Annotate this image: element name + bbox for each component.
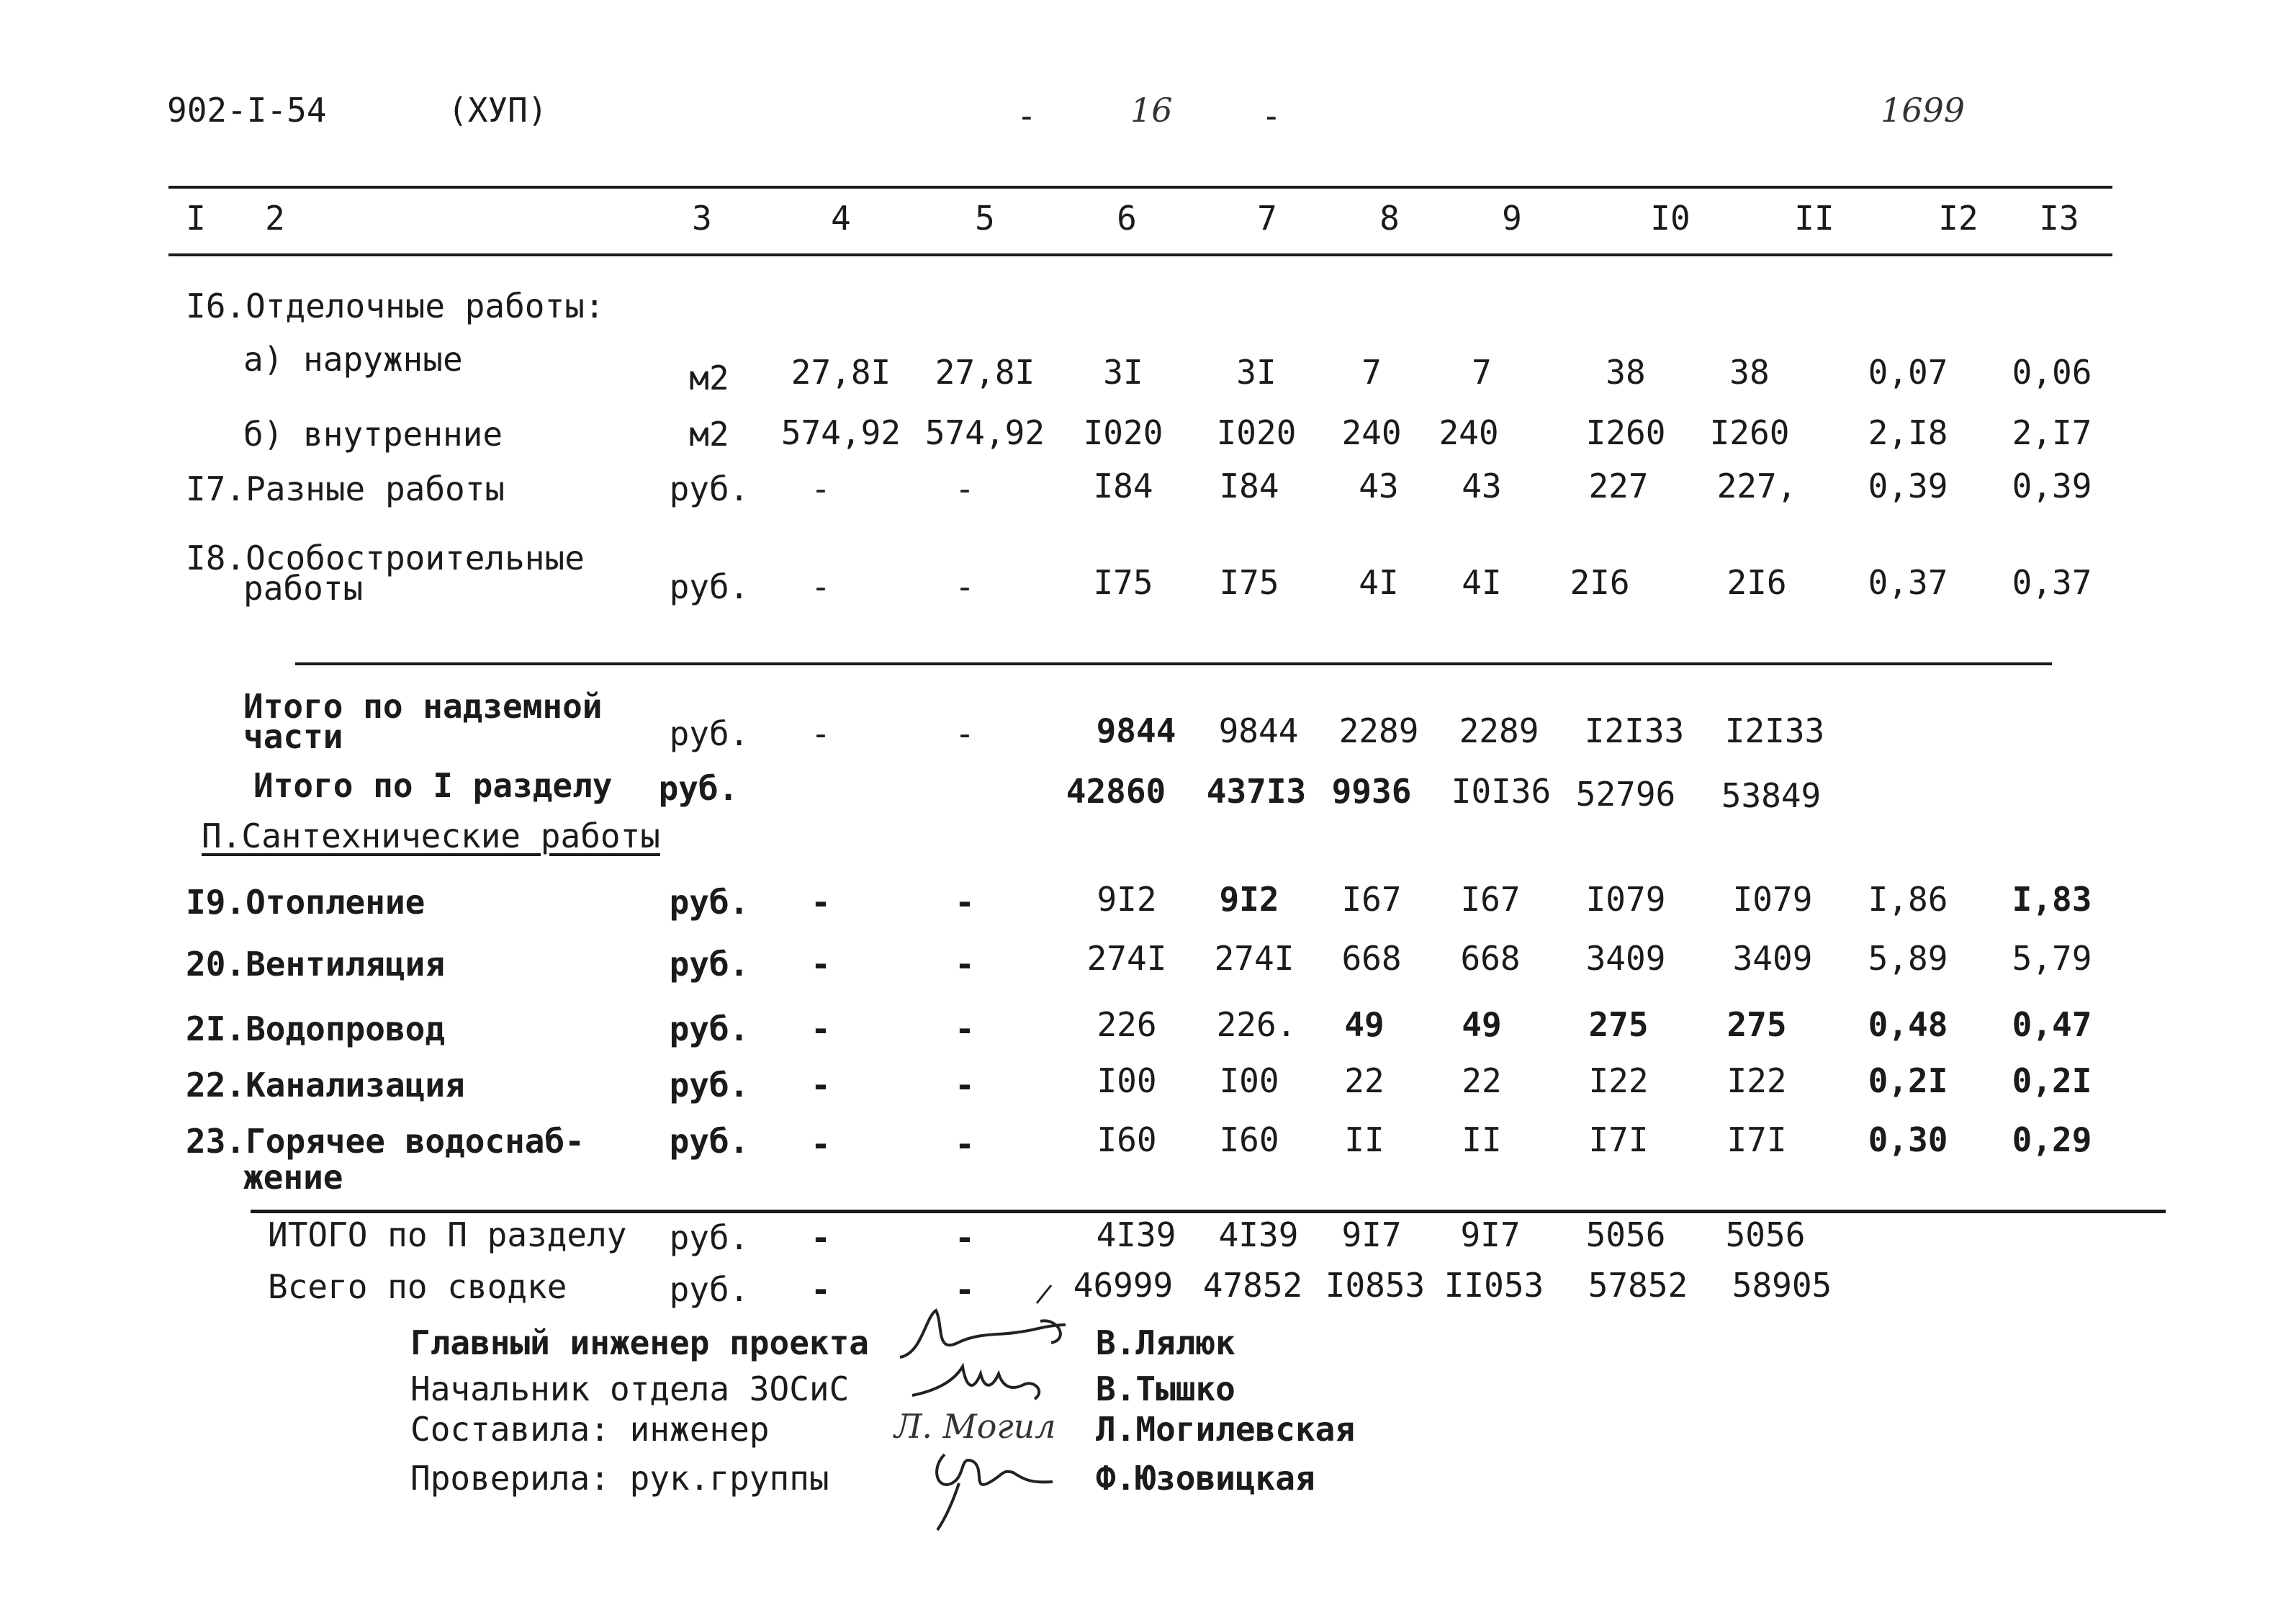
cell-c10: I2I33 [1584,711,1685,750]
section-2-total-rule [251,1210,2166,1213]
cell-c10: 275 [1588,1005,1649,1044]
cell-c6: 226 [1097,1005,1157,1044]
col-number-4: 4 [831,199,851,238]
cell-c11: I079 [1732,880,1813,919]
cell-c11: 38 [1729,353,1770,392]
cell-c6: 4I39 [1096,1215,1176,1254]
cell-c13: 0,06 [2012,353,2092,392]
sheet-number: 1699 [1881,91,1966,130]
cell-c4: 574,92 [780,413,901,452]
cell-c6: I020 [1083,413,1163,452]
cell-c11: I2I33 [1724,711,1825,750]
cell-c7: 437I3 [1206,772,1307,811]
cell-c10: I260 [1585,413,1666,452]
cell-c8: II [1344,1120,1385,1159]
col-number-11: II [1794,199,1834,238]
signature-role: Составила: инженер [410,1410,770,1449]
signature-handwriting: Л. Могил [894,1407,1056,1446]
row-unit: руб. [669,714,749,753]
cell-c9: I67 [1460,880,1521,919]
cell-c10: 38 [1606,353,1646,392]
cell-c10: 227 [1588,467,1649,505]
cell-c4: - [811,945,831,984]
col-number-6: 6 [1117,199,1137,238]
cell-c9: II [1462,1120,1502,1159]
cell-c10: 2I6 [1570,563,1630,602]
cell-c8: 240 [1341,413,1402,452]
row-name: б) внутренние [243,415,503,454]
cell-c7: 226. [1216,1005,1297,1044]
cell-c10: 52796 [1575,775,1676,814]
volume-number: (ХУП) [448,91,548,130]
cell-c12: 0,39 [1868,467,1948,505]
table-top-rule [168,186,2112,189]
cell-c13: 0,29 [2012,1120,2092,1159]
cell-c13: 2,I7 [2012,413,2092,452]
signature-name: В.Тышко [1096,1369,1235,1408]
col-number-9: 9 [1502,199,1522,238]
cell-c6: 42860 [1066,772,1166,811]
cell-c6: I84 [1093,467,1153,505]
row-name: а) наружные [243,340,463,379]
row-unit: руб. [669,1009,749,1048]
cell-c7: 4I39 [1218,1215,1299,1254]
cell-c6: I75 [1093,563,1153,602]
cell-c9: 49 [1462,1005,1502,1044]
cell-c11: 5056 [1725,1215,1806,1254]
cell-c11: I260 [1709,413,1790,452]
cell-c5: - [955,1066,975,1105]
row-name-line1: 23.Горячее водоснаб- [186,1122,585,1161]
cell-c12: 0,48 [1868,1005,1948,1044]
row-unit: м2 [689,415,729,454]
row-unit: руб. [669,1066,749,1105]
col-number-10: I0 [1650,199,1691,238]
cell-c9: I0I36 [1451,772,1552,811]
cell-c7: 47852 [1202,1266,1303,1305]
cell-c12: 5,89 [1868,939,1948,978]
cell-c5: - [955,469,975,508]
col-number-5: 5 [975,199,995,238]
cell-c8: 668 [1341,939,1402,978]
row-unit: руб. [669,1218,749,1257]
cell-c8: 43 [1359,467,1399,505]
cell-c4: - [811,469,831,508]
cell-c7: 274I [1214,939,1295,978]
cell-c11: I7I [1726,1120,1787,1159]
signature-role: Проверила: рук.группы [410,1459,829,1498]
cell-c5: - [955,1218,975,1257]
row-unit: руб. [669,469,749,508]
cell-c13: 0,39 [2012,467,2092,505]
cell-c4: 27,8I [791,353,891,392]
cell-c13: 0,37 [2012,563,2092,602]
cell-c7: I020 [1216,413,1297,452]
cell-c4: - [811,883,831,922]
cell-c7: I00 [1219,1061,1279,1100]
row-name: I9.Отопление [186,883,426,922]
cell-c8: I0853 [1325,1266,1426,1305]
cell-c8: 9I7 [1341,1215,1402,1254]
cell-c12: 0,07 [1868,353,1948,392]
header-bottom-rule [168,253,2112,256]
signature-role: Начальник отдела ЗОСиС [410,1369,850,1408]
page-number: 16 [1130,91,1173,130]
cell-c6: 9I2 [1097,880,1157,919]
cell-c5: - [955,883,975,922]
cell-c7: I60 [1219,1120,1279,1159]
cell-c4: - [811,714,831,753]
cell-c12: 0,2I [1868,1061,1948,1100]
cell-c8: 22 [1344,1061,1385,1100]
row-unit: руб. [669,883,749,922]
cell-c5: - [955,567,975,606]
cell-c13: 0,47 [2012,1005,2092,1044]
cell-c5: - [955,945,975,984]
cell-c9: 7 [1472,353,1492,392]
row-unit: руб. [669,1122,749,1161]
row-name: ИТОГО по П разделу [268,1215,627,1254]
cell-c9: 22 [1462,1061,1502,1100]
cell-c4: - [811,1009,831,1048]
cell-c12: 2,I8 [1868,413,1948,452]
cell-c10: 57852 [1588,1266,1688,1305]
cell-c4: - [811,1066,831,1105]
row-name-line1: I8.Особостроительные [186,539,585,577]
row-unit: руб. [658,769,739,808]
cell-c5: 27,8I [935,353,1035,392]
cell-c11: 2I6 [1726,563,1787,602]
cell-c7: I84 [1219,467,1279,505]
cell-c10: I079 [1585,880,1666,919]
cell-c8: 49 [1344,1005,1385,1044]
cell-c6: 3I [1103,353,1143,392]
cell-c5: - [955,714,975,753]
cell-c11: 275 [1726,1005,1787,1044]
cell-c10: I7I [1588,1120,1649,1159]
signature-scribble-2 [909,1352,1053,1410]
cell-c9: II053 [1444,1266,1544,1305]
cell-c13: 0,2I [2012,1061,2092,1100]
cell-c7: 9I2 [1219,880,1279,919]
cell-c6: 274I [1086,939,1167,978]
section-16-title: I6.Отделочные работы: [186,287,605,325]
col-number-7: 7 [1257,199,1277,238]
subtotal-rule [295,662,2052,665]
cell-c11: 227, [1716,467,1797,505]
cell-c9: 2289 [1459,711,1539,750]
cell-c5: - [955,1125,975,1164]
page-dash-left: - [1017,96,1037,135]
col-number-3: 3 [692,199,712,238]
cell-c6: I00 [1097,1061,1157,1100]
cell-c9: 668 [1460,939,1521,978]
cell-c8: 4I [1359,563,1399,602]
page-dash-right: - [1261,96,1282,135]
row-name-line2: части [243,717,343,756]
cell-c13: I,83 [2012,880,2092,919]
cell-c4: - [811,1270,831,1309]
cell-c9: 4I [1462,563,1502,602]
row-name: Всего по сводке [268,1267,567,1306]
cell-c5: - [955,1009,975,1048]
signature-name: Ф.Юзовицкая [1096,1459,1315,1498]
cell-c9: 240 [1439,413,1499,452]
cell-c4: - [811,567,831,606]
signature-name: Л.Могилевская [1096,1410,1356,1449]
cell-c6: 9844 [1096,711,1176,750]
row-name-line2: жение [243,1158,343,1197]
cell-c8: I67 [1341,880,1402,919]
section-2-title: П.Сантехнические работы [202,817,660,855]
row-name-line1: Итого по надземной [243,687,603,726]
cell-c8: 9936 [1331,772,1412,811]
row-unit: руб. [669,567,749,606]
cell-c12: 0,30 [1868,1120,1948,1159]
cell-c12: I,86 [1868,880,1948,919]
cell-c11: I22 [1726,1061,1787,1100]
cell-c13: 5,79 [2012,939,2092,978]
row-name-line2: работы [243,569,364,608]
cell-c10: 3409 [1585,939,1666,978]
cell-c7: 9844 [1218,711,1299,750]
cell-c7: 3I [1236,353,1277,392]
col-number-12: I2 [1938,199,1978,238]
col-number-1: I [186,199,206,238]
signature-role: Главный инженер проекта [410,1323,869,1362]
cell-c10: I22 [1588,1061,1649,1100]
row-name: 22.Канализация [186,1066,465,1105]
document-code: 902-I-54 [167,91,327,130]
cell-c9: 9I7 [1460,1215,1521,1254]
row-unit: руб. [669,1270,749,1309]
row-name: 2I.Водопровод [186,1009,446,1048]
cell-c5: - [955,1270,975,1309]
cell-c4: - [811,1218,831,1257]
cell-c9: 43 [1462,467,1502,505]
cell-c8: 7 [1361,353,1382,392]
cell-c5: 574,92 [924,413,1045,452]
row-name: Итого по I разделу [253,766,613,805]
cell-c10: 5056 [1585,1215,1666,1254]
cell-c4: - [811,1125,831,1164]
signature-name: В.Лялюк [1096,1323,1235,1362]
col-number-13: I3 [2039,199,2079,238]
cell-c6: 46999 [1073,1266,1174,1305]
cell-c7: I75 [1219,563,1279,602]
cell-c12: 0,37 [1868,563,1948,602]
col-number-2: 2 [265,199,285,238]
cell-c6: I60 [1097,1120,1157,1159]
cell-c11: 3409 [1732,939,1813,978]
row-name: 20.Вентиляция [186,945,446,984]
row-unit: руб. [669,945,749,984]
cell-c11: 53849 [1721,776,1822,815]
col-number-8: 8 [1379,199,1400,238]
cell-c8: 2289 [1338,711,1419,750]
row-unit: м2 [689,359,729,397]
signature-scribble-4 [916,1440,1060,1534]
row-name: I7.Разные работы [186,469,505,508]
cell-c11: 58905 [1732,1266,1832,1305]
